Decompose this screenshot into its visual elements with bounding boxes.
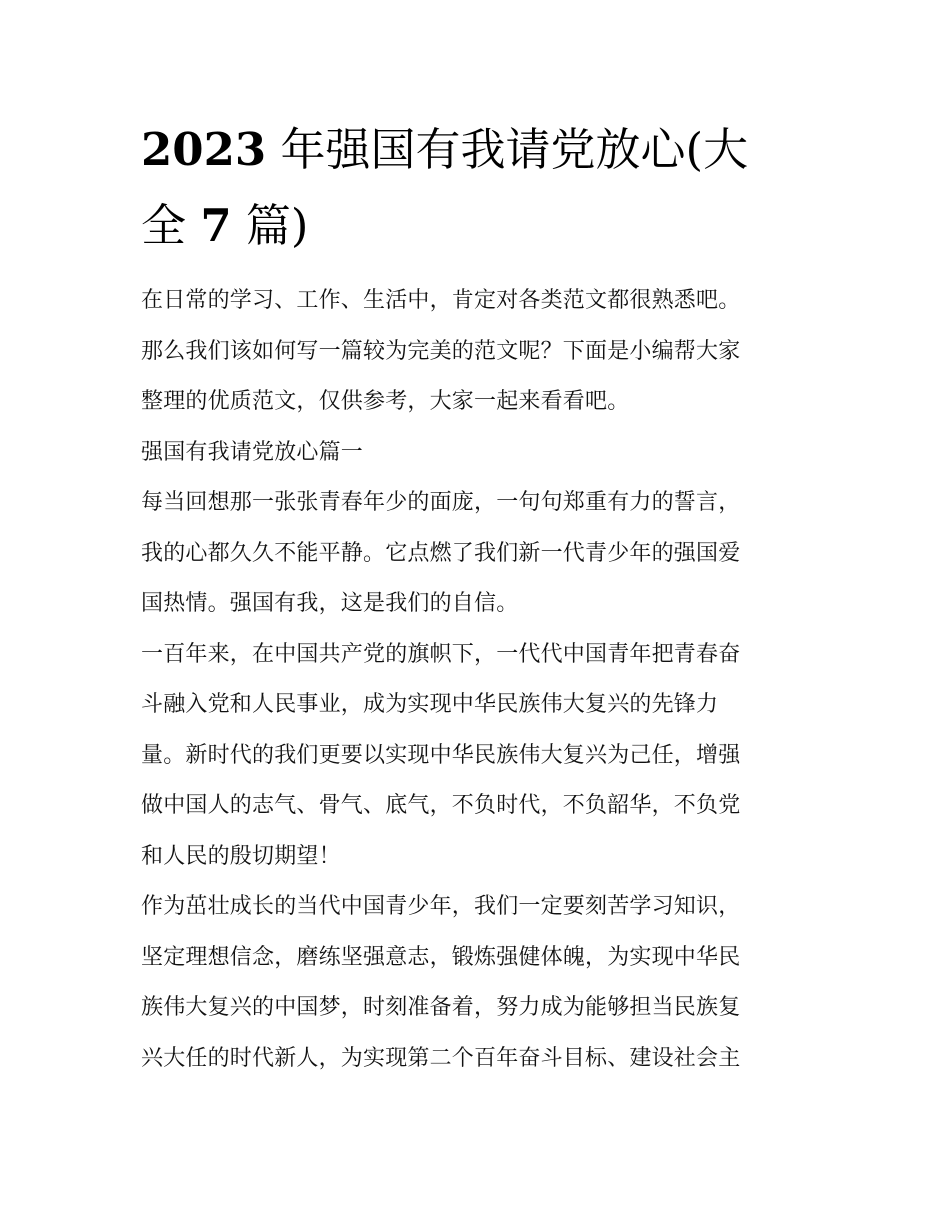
text-line: 在日常的学习、工作、生活中，肯定对各类范文都很熟悉吧。 <box>141 288 741 313</box>
text-line: 坚定理想信念，磨练坚强意志，锻炼强健体魄，为实现中华民 <box>141 944 741 970</box>
text-line: 整理的优质范文，仅供参考，大家一起来看看吧。 <box>141 389 630 414</box>
text-line: 每当回想那一张张青春年少的面庞，一句句郑重有力的誓言， <box>141 490 741 515</box>
text-line: 做中国人的志气、骨气、底气，不负时代，不负韶华，不负党 <box>141 793 741 818</box>
document-page <box>141 0 821 1229</box>
text-line: 兴大任的时代新人，为实现第二个百年奋斗目标、建设社会主 <box>141 1045 741 1071</box>
text-line: 量。新时代的我们更要以实现中华民族伟大复兴为己任，增强 <box>141 742 741 768</box>
title-year: 2023 <box>141 123 267 176</box>
text-line: 作为茁壮成长的当代中国青少年，我们一定要刻苦学习知识， <box>141 894 741 919</box>
text-line: 国热情。强国有我，这是我们的自信。 <box>141 591 519 616</box>
text-line: 斗融入党和人民事业，成为实现中华民族伟大复兴的先锋力 <box>141 692 719 717</box>
text-line: 族伟大复兴的中国梦，时刻准备着，努力成为能够担当民族复 <box>141 995 741 1020</box>
title-text-3: 篇) <box>231 199 309 252</box>
document-title <box>141 112 821 264</box>
title-count: 7 <box>200 199 232 252</box>
section-heading: 强国有我请党放心篇一 <box>141 439 364 465</box>
text-line: 和人民的殷切期望！ <box>141 843 341 869</box>
title-text-1: 年强国有我请党放心(大 <box>266 123 749 176</box>
title-text-2: 全 <box>141 199 201 252</box>
text-line: 那么我们该如何写一篇较为完美的范文呢？下面是小编帮大家 <box>141 338 741 364</box>
document-body <box>141 276 821 1084</box>
text-line: 我的心都久久不能平静。它点燃了我们新一代青少年的强国爱 <box>141 540 741 566</box>
text-line: 一百年来，在中国共产党的旗帜下，一代代中国青年把青春奋 <box>141 641 741 667</box>
